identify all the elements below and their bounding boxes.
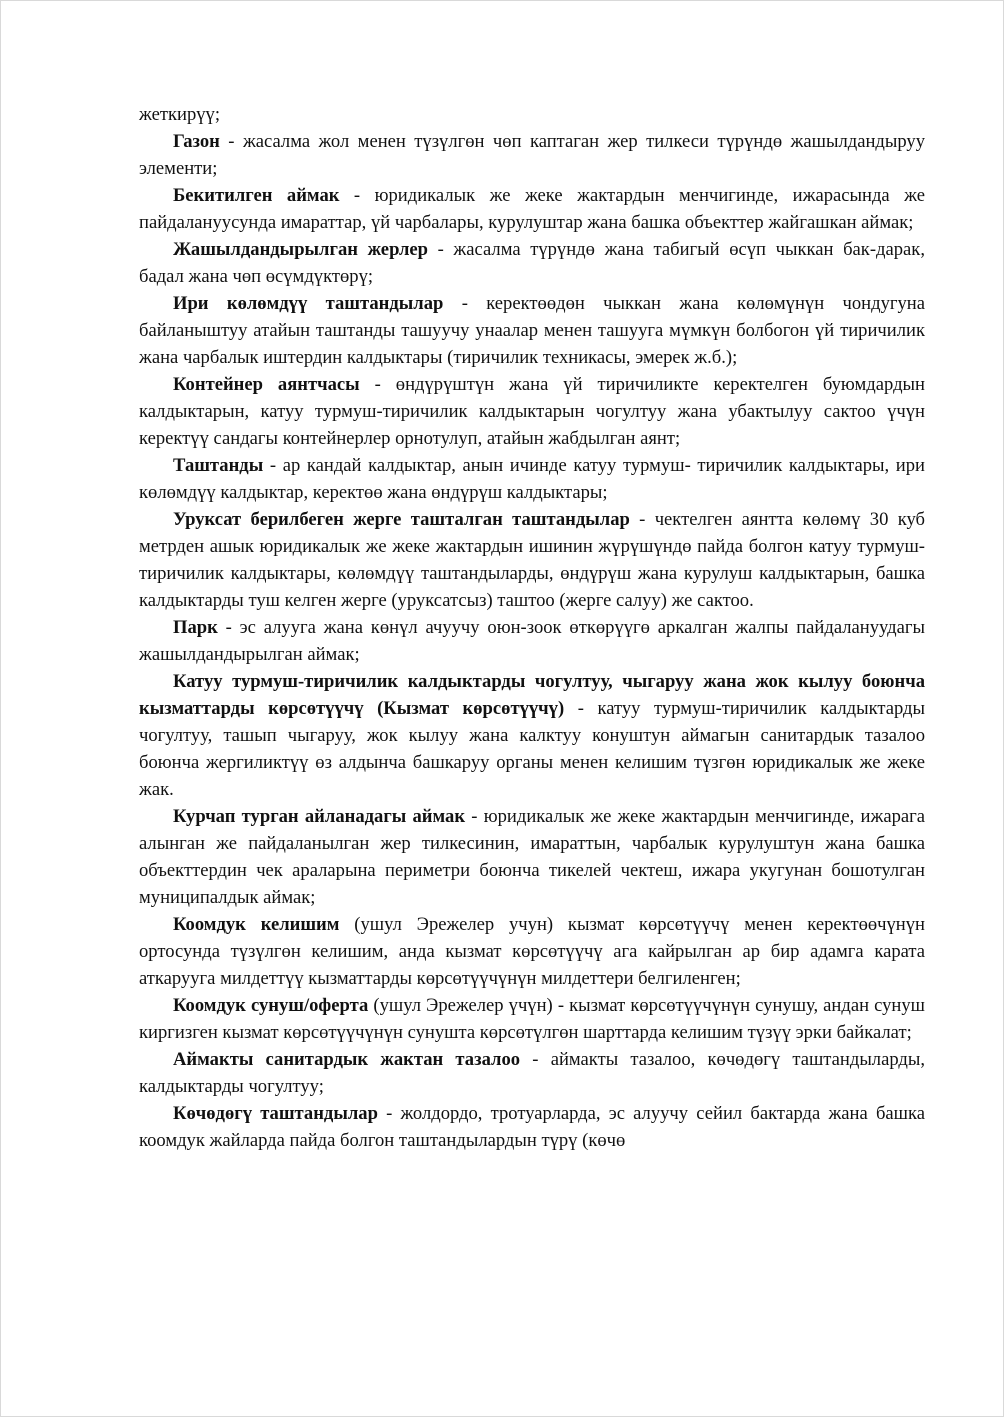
definition-text: эс алууга жана көнүл ачуучу оюн-зоок өткөрүүгө аркалган жалпы пайдалануудагы жашылдандырылган аймак; — [139, 617, 925, 665]
definition-park: Парк - эс алууга жана көнүл ачуучу оюн-зоок өткөрүүгө аркалган жалпы пайдалануудагы жашылдандырылган аймак; — [139, 617, 925, 665]
definition-term: Контейнер аянтчасы — [173, 374, 360, 395]
definition-text: өндүрүштүн жана үй тиричиликте керектелген буюмдардын калдыктарын, катуу турмуш-тиричилик калдыктарын чогултуу жана убактылуу сактоо үчүн керектүү сандагы контейнерлер орнотулуп, атайын жабдылган аянт; — [139, 374, 925, 449]
definition-kurchap-turgan-aimak: Курчап турган айланадагы аймак - юридикалык же жеке жактардын менчигинде, ижарага алынган же пайдаланылган жер тилкесинин, имараттын, чарбалык курулуштун жана башка объекттердин чек араларына периметри боюнча тикелей чектеш, ижара укугунан бошотулган муниципалдык аймак; — [139, 806, 926, 908]
definition-term: Таштанды — [173, 455, 264, 476]
definition-term: Уруксат берилбеген жерге ташталган таштандылар — [173, 509, 630, 530]
definition-term: Катуу турмуш-тиричилик калдыктарды чогултуу, чыгаруу жана жок кылуу боюнча кызматтарды көрсөтүүчү (Кызмат көрсөтүүчү) — [139, 671, 925, 719]
definition-term: Аймакты санитардык жактан тазалоо — [173, 1049, 521, 1070]
definition-term: Коомдук сунуш/оферта — [173, 995, 369, 1016]
definition-konteiner-ayantchasy: Контейнер аянтчасы - өндүрүштүн жана үй тиричиликте керектелген буюмдардын калдыктарын, катуу турмуш-тиричилик калдыктарын чогултуу жана убактылуу сактоо үчүн керектүү сандагы контейнерлер орнотулуп, атайын жабдылган аянт; — [139, 374, 925, 449]
definition-iri-kolomduu-tashtandylar: Ири көлөмдүү таштандылар - керектөөдөн чыккан жана көлөмүнүн чондугуна байланыштуу атайын таштанды ташуучу унаалар менен ташууга мүмкүн болбогон үй тиричилик жана чарбалык иштердин калдыктары (тиричилик техникасы, эмерек ж.б.); — [139, 293, 925, 368]
definition-text: юридикалык же жеке жактардын менчигинде, ижарага алынган же пайдаланылган жер тилкесинин, имараттын, чарбалык курулуштун жана башка объекттердин чек араларына периметри боюнча тикелей чектеш, ижара укугунан бошотулган муниципалдык аймак; — [139, 806, 926, 908]
definition-text: (ушул Эрежелер учун) кызмат көрсөтүүчү менен керектөөчүнүн ортосунда түзүлгөн келишим, анда кызмат көрсөтүүчү ага кайрылган ар бир адамга карата аткарууга милдеттүү кызматтарды көрсөтүүчүнүн милдеттери белгиленген; — [139, 914, 926, 989]
definition-uruksat-berilbegen: Уруксат берилбеген жерге ташталган таштандылар - чектелген аянтта көлөмү 30 куб метрден ашык юридикалык же жеке жактардын ишинин жүрүшүндө пайда болгон катуу турмуш-тиричилик калдыктары, көлөмдүү таштандыларды, өндүрүш жана курулуш калдыктарын, башка калдыктарды туш келген жерге (уруксатсыз) таштоо (жерге салуу) же сактоо. — [139, 509, 925, 611]
definition-tashtandy: Таштанды - ар кандай калдыктар, анын ичинде катуу турмуш- тиричилик калдыктары, ири көлөмдүү калдыктар, керектөө жана өндүрүш калдыктары; — [139, 455, 925, 503]
definition-text: катуу турмуш-тиричилик калдыктарды чогултуу, ташып чыгаруу, жок кылуу жана калктуу конуштун аймагын санитардык тазалоо боюнча жергиликтүү өз алдынча башкаруу органы менен келишим түзгөн юридикалык же жеке жак. — [139, 698, 925, 800]
definition-bekitilgen-aimak: Бекитилген аймак - юридикалык же жеке жактардын менчигинде, ижарасында же пайдалануусунда имараттар, үй чарбалары, курулуштар жана башка объекттер жайгашкан аймак; — [139, 185, 925, 233]
definition-text: ар кандай калдыктар, анын ичинде катуу турмуш- тиричилик калдыктары, ири көлөмдүү калдыктар, керектөө жана өндүрүш калдыктары; — [139, 455, 925, 503]
definition-sanitardyk-tazaloo: Аймакты санитардык жактан тазалоо - аймакты тазалоо, көчөдөгү таштандыларды, калдыктарды чогултуу; — [139, 1049, 925, 1097]
definition-text: аймакты тазалоо, көчөдөгү таштандыларды, калдыктарды чогултуу; — [139, 1049, 925, 1097]
definition-koomduk-kelishim — [139, 911, 925, 992]
definition-term: Бекитилген аймак — [173, 185, 340, 206]
definition-kochodogu-tashtandylar: Көчөдөгү таштандылар - жолдордо, тротуарларда, эс алуучу сейил бактарда жана башка коомдук жайларда пайда болгон таштандылардын түрү (көчө — [139, 1103, 925, 1151]
definition-gazon: Газон - жасалма жол менен түзүлгөн чөп каптаган жер тилкеси түрүндө жашылдандыруу элементи; — [139, 131, 925, 179]
definition-kyzmat-korsotuuchu: Катуу турмуш-тиричилик калдыктарды чогултуу, чыгаруу жана жок кылуу боюнча кызматтарды көрсөтүүчү (Кызмат көрсөтүүчү) ‑ катуу турмуш-тиричилик калдыктарды чогултуу, ташып чыгаруу, жок кылуу жана калктуу конуштун аймагын санитардык тазалоо боюнча жергиликтүү өз алдынча башкаруу органы менен келишим түзгөн юридикалык же жеке жак. — [139, 671, 925, 800]
definition-koomduk-sunush — [139, 992, 925, 1046]
lead-in-paragraph: жеткирүү; — [139, 104, 221, 125]
definition-text: юридикалык же жеке жактардын менчигинде, ижарасында же пайдалануусунда имараттар, үй чарбалары, курулуштар жана башка объекттер жайгашкан аймак; — [139, 185, 925, 233]
definition-text: (ушул Эрежелер үчүн) - кызмат көрсөтүүчүнүн сунушу, андан сунуш киргизген кызмат көрсөтүүчүнүн сунушта көрсөтүлгөн шарттарда келишим түзүү эрки байкалат; — [139, 995, 925, 1043]
definition-term: Ири көлөмдүү таштандылар — [173, 293, 444, 314]
definition-text: жолдордо, тротуарларда, эс алуучу сейил бактарда жана башка коомдук жайларда пайда болгон таштандылардын түрү (көчө — [139, 1103, 925, 1151]
definition-text: керектөөдөн чыккан жана көлөмүнүн чондугуна байланыштуу атайын таштанды ташуучу унаалар менен ташууга мүмкүн болбогон үй тиричилик жана чарбалык иштердин калдыктары (тиричилик техникасы, эмерек ж.б.); — [139, 293, 925, 368]
document-body — [139, 101, 925, 1154]
definition-term: Парк — [173, 617, 218, 638]
definition-text: жасалма жол менен түзүлгөн чөп каптаган жер тилкеси түрүндө жашылдандыруу элементи; — [139, 131, 925, 179]
definition-term: Коомдук келишим — [173, 914, 340, 935]
definition-text: жасалма түрүндө жана табигый өсүп чыккан бак-дарак, бадал жана чөп өсүмдүктөрү; — [139, 239, 925, 287]
definition-term: Көчөдөгү таштандылар — [173, 1103, 378, 1124]
definition-jashyldandyrylgan-jerler: Жашылдандырылган жерлер - жасалма түрүндө жана табигый өсүп чыккан бак-дарак, бадал жана чөп өсүмдүктөрү; — [139, 239, 925, 287]
definition-term: Жашылдандырылган жерлер — [173, 239, 428, 260]
definition-term: Курчап турган айланадагы аймак — [173, 806, 466, 827]
definition-text: чектелген аянтта көлөмү 30 куб метрден ашык юридикалык же жеке жактардын ишинин жүрүшүндө пайда болгон катуу турмуш-тиричилик калдыктары, көлөмдүү таштандыларды, өндүрүш жана курулуш калдыктарын, башка калдыктарды туш келген жерге (уруксатсыз) таштоо (жерге салуу) же сактоо. — [139, 509, 925, 611]
definition-term: Газон — [173, 131, 220, 152]
